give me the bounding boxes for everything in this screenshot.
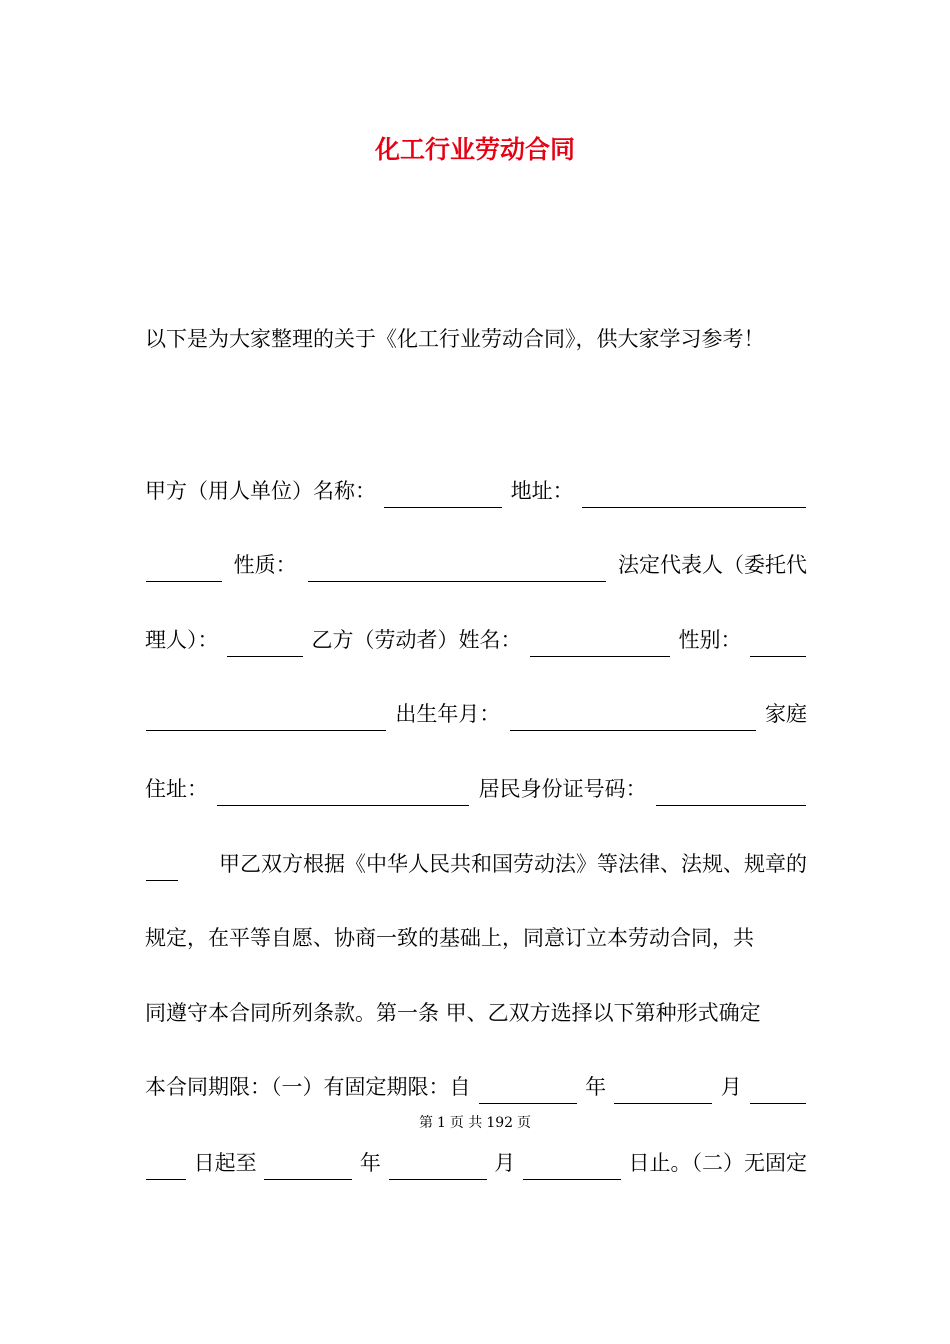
body-line-8 — [145, 995, 807, 1070]
start-day-blank-cont — [146, 1157, 186, 1180]
gender-label: 性别： — [678, 627, 742, 652]
term-end-label: 日起至 — [193, 1151, 257, 1175]
employer-name-label: 甲方（用人单位）名称： — [145, 478, 376, 503]
gender-blank — [750, 634, 806, 657]
document-title: 化工行业劳动合同 — [374, 135, 575, 164]
body-line-10 — [145, 1146, 807, 1180]
legal-rep-label-cont: 理人）： — [145, 627, 219, 652]
start-year-blank — [479, 1081, 577, 1104]
month-label: 月 — [720, 1074, 742, 1099]
legal-rep-blank — [227, 634, 303, 657]
id-number-blank — [656, 783, 806, 806]
gender-blank-cont — [146, 708, 386, 731]
address-blank — [582, 485, 806, 508]
term-start-label: 本合同期限：（一）有固定期限：自 — [145, 1074, 471, 1099]
end-day-blank — [523, 1157, 621, 1180]
home-address-blank — [217, 783, 469, 806]
body-line-5 — [145, 771, 807, 846]
birth-date-label: 出生年月： — [395, 702, 501, 727]
start-day-blank — [750, 1081, 806, 1104]
legal-rep-label: 法定代表人（委托代 — [617, 553, 807, 578]
home-address-label-cont: 住址： — [145, 776, 208, 801]
body-line-2 — [145, 548, 807, 623]
address-label: 地址： — [510, 478, 574, 503]
open-term-label: 日止。（二）无固定 — [628, 1151, 807, 1175]
nature-blank — [308, 559, 606, 582]
contract-body — [145, 473, 807, 1104]
footer-prefix: 第 — [418, 1115, 433, 1131]
employee-name-label: 乙方（劳动者）姓名： — [311, 627, 522, 652]
id-number-blank-cont — [146, 858, 178, 881]
employee-name-blank — [530, 634, 670, 657]
footer-suffix: 页 — [517, 1115, 532, 1131]
clause-text-3: 同遵守本合同所列条款。第一条 甲、乙双方选择以下第种形式确定 — [145, 1000, 761, 1025]
end-month-label: 月 — [494, 1151, 516, 1175]
end-year-label: 年 — [359, 1151, 381, 1175]
birth-date-blank — [510, 708, 756, 731]
id-number-label: 居民身份证号码： — [478, 776, 647, 801]
start-month-blank — [614, 1081, 712, 1104]
end-year-blank — [264, 1157, 352, 1180]
body-line-3 — [145, 622, 807, 697]
page-number: 1 — [436, 1115, 446, 1131]
nature-label: 性质： — [233, 553, 297, 578]
clause-text-1: 甲乙双方根据《中华人民共和国劳动法》等法律、法规、规章的 — [219, 851, 807, 876]
intro-paragraph: 以下是为大家整理的关于《化工行业劳动合同》，供大家学习参考！ — [145, 327, 765, 351]
body-line-7 — [145, 921, 807, 996]
total-pages: 192 — [486, 1115, 514, 1131]
employer-name-blank — [384, 485, 502, 508]
body-line-4 — [145, 697, 807, 772]
footer-middle: 页 共 — [449, 1115, 483, 1131]
year-label: 年 — [585, 1074, 607, 1099]
end-month-blank — [389, 1157, 487, 1180]
body-line-1 — [145, 473, 807, 548]
clause-text-2: 规定，在平等自愿、协商一致的基础上，同意订立本劳动合同，共 — [145, 926, 754, 951]
page-footer — [0, 1114, 950, 1132]
body-line-6 — [145, 846, 807, 921]
home-address-label: 家庭 — [764, 702, 807, 727]
address-blank-cont — [146, 559, 222, 582]
body-line-9 — [145, 1070, 807, 1104]
